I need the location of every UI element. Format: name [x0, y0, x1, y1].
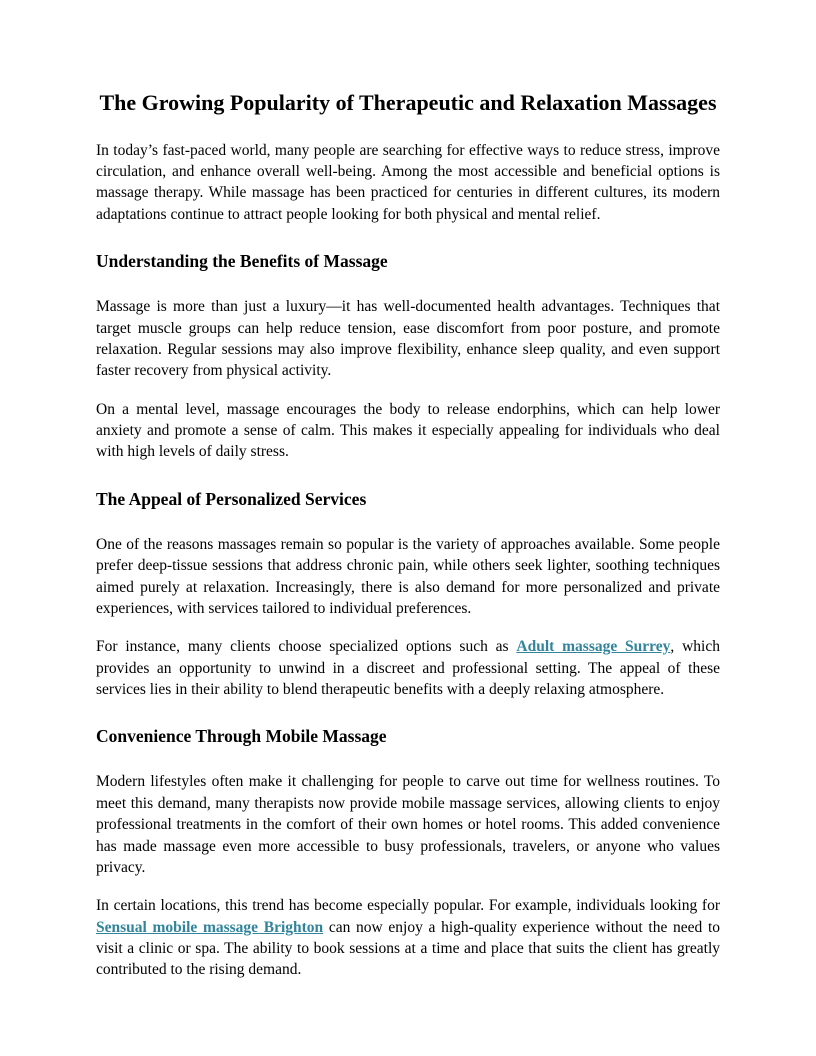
paragraph-text: can now enjoy a high-quality experience without the need to visit a clinic or spa. The ability to book sessions at a time and place that suits the client has greatly contributed to the rising demand.: [96, 918, 720, 979]
link-sensual-mobile-massage-brighton[interactable]: Sensual mobile massage Brighton: [96, 918, 324, 936]
link-adult-massage-surrey[interactable]: Adult massage Surrey: [516, 638, 671, 656]
intro-paragraph: In today’s fast-paced world, many people are searching for effective ways to reduce stress, improve circulation, and enhance overall well-being. Among the most accessible and beneficial options is massage therapy. While massage has been practiced for centuries in different cultures, its modern adaptations continue to attract people looking for both physical and mental relief.: [96, 141, 720, 223]
section-heading-personalized-services: The Appeal of Personalized Services: [96, 488, 367, 509]
page-title: The Growing Popularity of Therapeutic and Relaxation Massages: [99, 90, 717, 115]
section-heading-benefits: Understanding the Benefits of Massage: [96, 251, 388, 272]
paragraph-text: In certain locations, this trend has become especially popular. For example, individuals looking for: [96, 897, 720, 915]
paragraph: Massage is more than just a luxury—it has well-documented health advantages. Techniques that target muscle groups can help reduce tension, ease discomfort from poor posture, and promote relaxation. Regular sessions may also improve flexibility, enhance sleep quality, and even support faster recovery from physical activity.: [96, 298, 720, 380]
paragraph-with-link: [96, 636, 720, 700]
paragraph-with-link: [96, 895, 720, 981]
paragraph-text: For instance, many clients choose specialized options such as: [96, 638, 517, 656]
paragraph: On a mental level, massage encourages the body to release endorphins, which can help lower anxiety and promote a sense of calm. This makes it especially appealing for individuals who deal with high levels of daily stress.: [96, 400, 720, 461]
section-heading-mobile-massage: Convenience Through Mobile Massage: [96, 726, 387, 747]
paragraph: Modern lifestyles often make it challenging for people to carve out time for wellness routines. To meet this demand, many therapists now provide mobile massage services, allowing clients to enjoy professional treatments in the comfort of their own homes or hotel rooms. This added convenience has made massage even more accessible to busy professionals, travelers, or anyone who values privacy.: [96, 773, 720, 876]
paragraph: One of the reasons massages remain so popular is the variety of approaches available. Some people prefer deep-tissue sessions that address chronic pain, while others seek lighter, soothing techniques aimed purely at relaxation. Increasingly, there is also demand for more personalized and private experiences, with services tailored to individual preferences.: [96, 535, 720, 617]
paragraph-text: , which provides an opportunity to unwind in a discreet and professional setting. The appeal of these services lies in their ability to blend therapeutic benefits with a deeply relaxing atmosphere.: [96, 638, 720, 699]
